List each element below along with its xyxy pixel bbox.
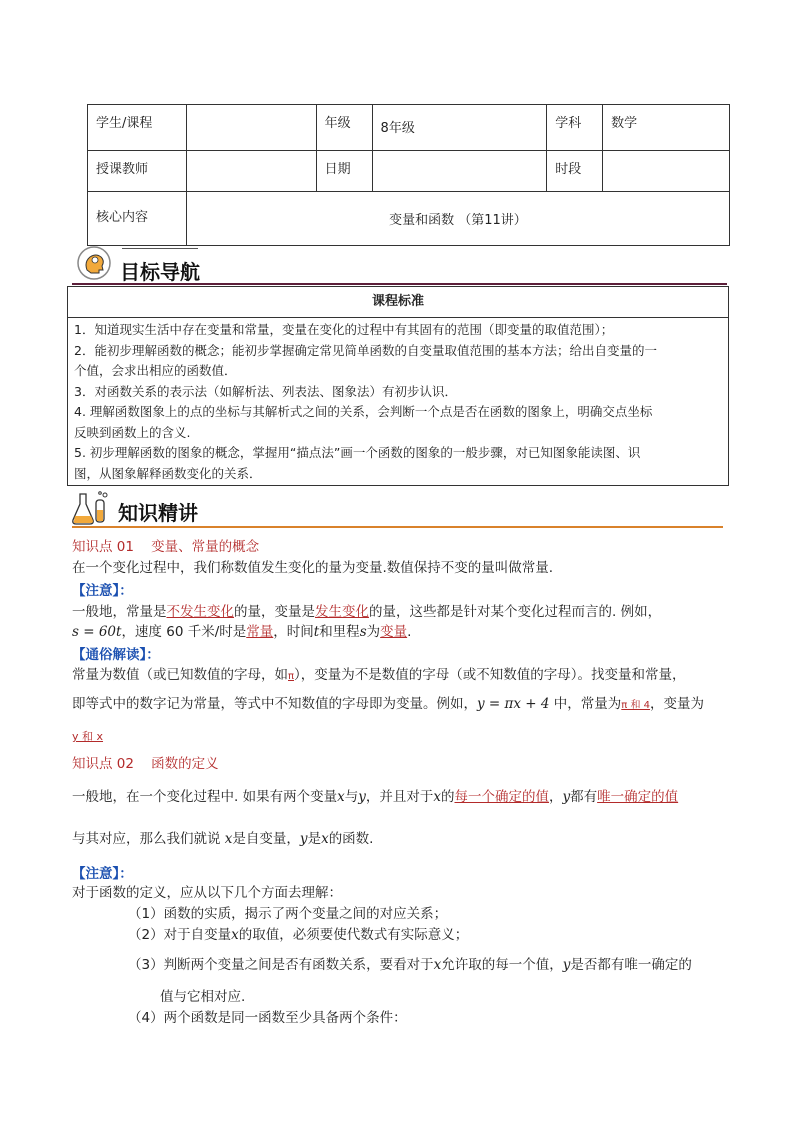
kp2-definition-line1: 一般地，在一个变化过程中. 如果有两个变量x与y，并且对于x的每一个确定的值，y都有唯一确定的值 bbox=[72, 789, 679, 805]
date-value bbox=[372, 151, 547, 192]
kp2-note-item-3: （3）判断两个变量之间是否有函数关系，要看对于x允许取的每一个值，y是否都有唯一确定的 bbox=[128, 957, 692, 973]
kp2-title: 函数的定义 bbox=[151, 756, 219, 772]
standard-item: 3．对函数关系的表示法（如解析法、列表法、图象法）有初步认识． bbox=[74, 383, 457, 399]
kp1-title: 变量、常量的概念 bbox=[151, 539, 260, 555]
standard-item: 1．知道现实生活中存在变量和常量，变量在变化的过程中有其固有的范围（即变量的取值范围）； bbox=[74, 322, 614, 337]
grade-value: 8年级 bbox=[372, 105, 547, 151]
kp2-note-item-4: （4）两个函数是同一函数至少具备两个条件： bbox=[128, 1010, 407, 1026]
kp1-label: 知识点 01 bbox=[72, 539, 134, 555]
kp2-note-intro: 对于函数的定义，应从以下几个方面去理解： bbox=[72, 885, 342, 901]
kp2-note-item-3-cont: 值与它相对应. bbox=[160, 989, 246, 1005]
kp1-note-label: 【注意】： bbox=[72, 583, 133, 599]
kp2-note-item-1: （1）函数的实质，揭示了两个变量之间的对应关系； bbox=[128, 906, 448, 922]
period-label: 时段 bbox=[547, 151, 603, 192]
kp1-note-p2: s = 60t，速度 60 千米/时是常量，时间t和里程s为变量. bbox=[72, 624, 412, 640]
kp1-definition: 在一个变化过程中，我们称数值发生变化的量为变量.数值保持不变的量叫做常量. bbox=[72, 560, 554, 576]
kp1-plain-p3: y 和 x bbox=[72, 730, 104, 743]
section1-banner bbox=[72, 244, 727, 286]
section2-rule bbox=[72, 526, 723, 528]
period-value bbox=[603, 151, 730, 192]
kp1-heading bbox=[72, 535, 259, 555]
info-table bbox=[87, 104, 730, 246]
grade-label: 年级 bbox=[316, 105, 372, 151]
standard-item: 5. 初步理解函数的图象的概念，掌握用“描点法”画一个函数的图象的一般步骤，对已知图象能读图、识 bbox=[74, 445, 641, 460]
standard-item: 个值，会求出相应的函数值． bbox=[74, 363, 237, 378]
kp2-heading bbox=[72, 752, 219, 772]
teacher-label: 授课教师 bbox=[88, 151, 187, 192]
date-label: 日期 bbox=[316, 151, 372, 192]
kp1-plain-label: 【通俗解读】： bbox=[72, 647, 160, 663]
kp2-label: 知识点 02 bbox=[72, 756, 134, 772]
section1-rule bbox=[72, 283, 727, 285]
student-value bbox=[186, 105, 316, 151]
section2-title: 知识精讲 bbox=[118, 501, 198, 525]
standard-item: 反映到函数上的含义. bbox=[74, 424, 191, 440]
standard-item: 2．能初步理解函数的概念；能初步掌握确定常见简单函数的自变量取值范围的基本方法；给出自变量的一 bbox=[74, 342, 657, 358]
flask-icon bbox=[72, 490, 112, 526]
subject-value: 数学 bbox=[603, 105, 730, 151]
core-label: 核心内容 bbox=[88, 192, 187, 246]
teacher-value bbox=[186, 151, 316, 192]
section1-title: 目标导航 bbox=[120, 260, 200, 284]
subject-label: 学科 bbox=[547, 105, 603, 151]
standard-item: 图，从图象解释函数变化的关系． bbox=[74, 465, 262, 481]
section2-banner bbox=[72, 490, 727, 528]
section1-top-rule bbox=[122, 248, 198, 249]
kp2-definition-line2: 与其对应，那么我们就说 x是自变量，y是x的函数. bbox=[72, 831, 374, 847]
standards-heading: 课程标准 bbox=[68, 287, 728, 318]
kp1-plain-p1: 常量为数值（或已知数值的字母，如π），变量为不是数值的字母（或不知数值的字母）。找变量和常量， bbox=[72, 667, 686, 683]
kp1-plain-p2: 即等式中的数字记为常量，等式中不知数值的字母即为变量。例如，y = πx + 4 中，常量为π 和 4，变量为 bbox=[72, 696, 705, 712]
core-value: 变量和函数 （第11讲） bbox=[186, 192, 729, 246]
student-label: 学生/课程 bbox=[88, 105, 187, 151]
kp1-note-p1: 一般地，常量是不发生变化的量，变量是发生变化的量，这些都是针对某个变化过程而言的. 例如， bbox=[72, 604, 662, 620]
kp2-note-label: 【注意】： bbox=[72, 866, 133, 882]
kp2-note-item-2: （2）对于自变量x的取值，必须要使代数式有实际意义； bbox=[128, 927, 469, 943]
standards-box bbox=[67, 286, 729, 486]
brain-head-icon bbox=[76, 245, 112, 281]
standard-item: 4. 理解函数图象上的点的坐标与其解析式之间的关系，会判断一个点是否在函数的图象上，明确交点坐标 bbox=[74, 404, 653, 419]
